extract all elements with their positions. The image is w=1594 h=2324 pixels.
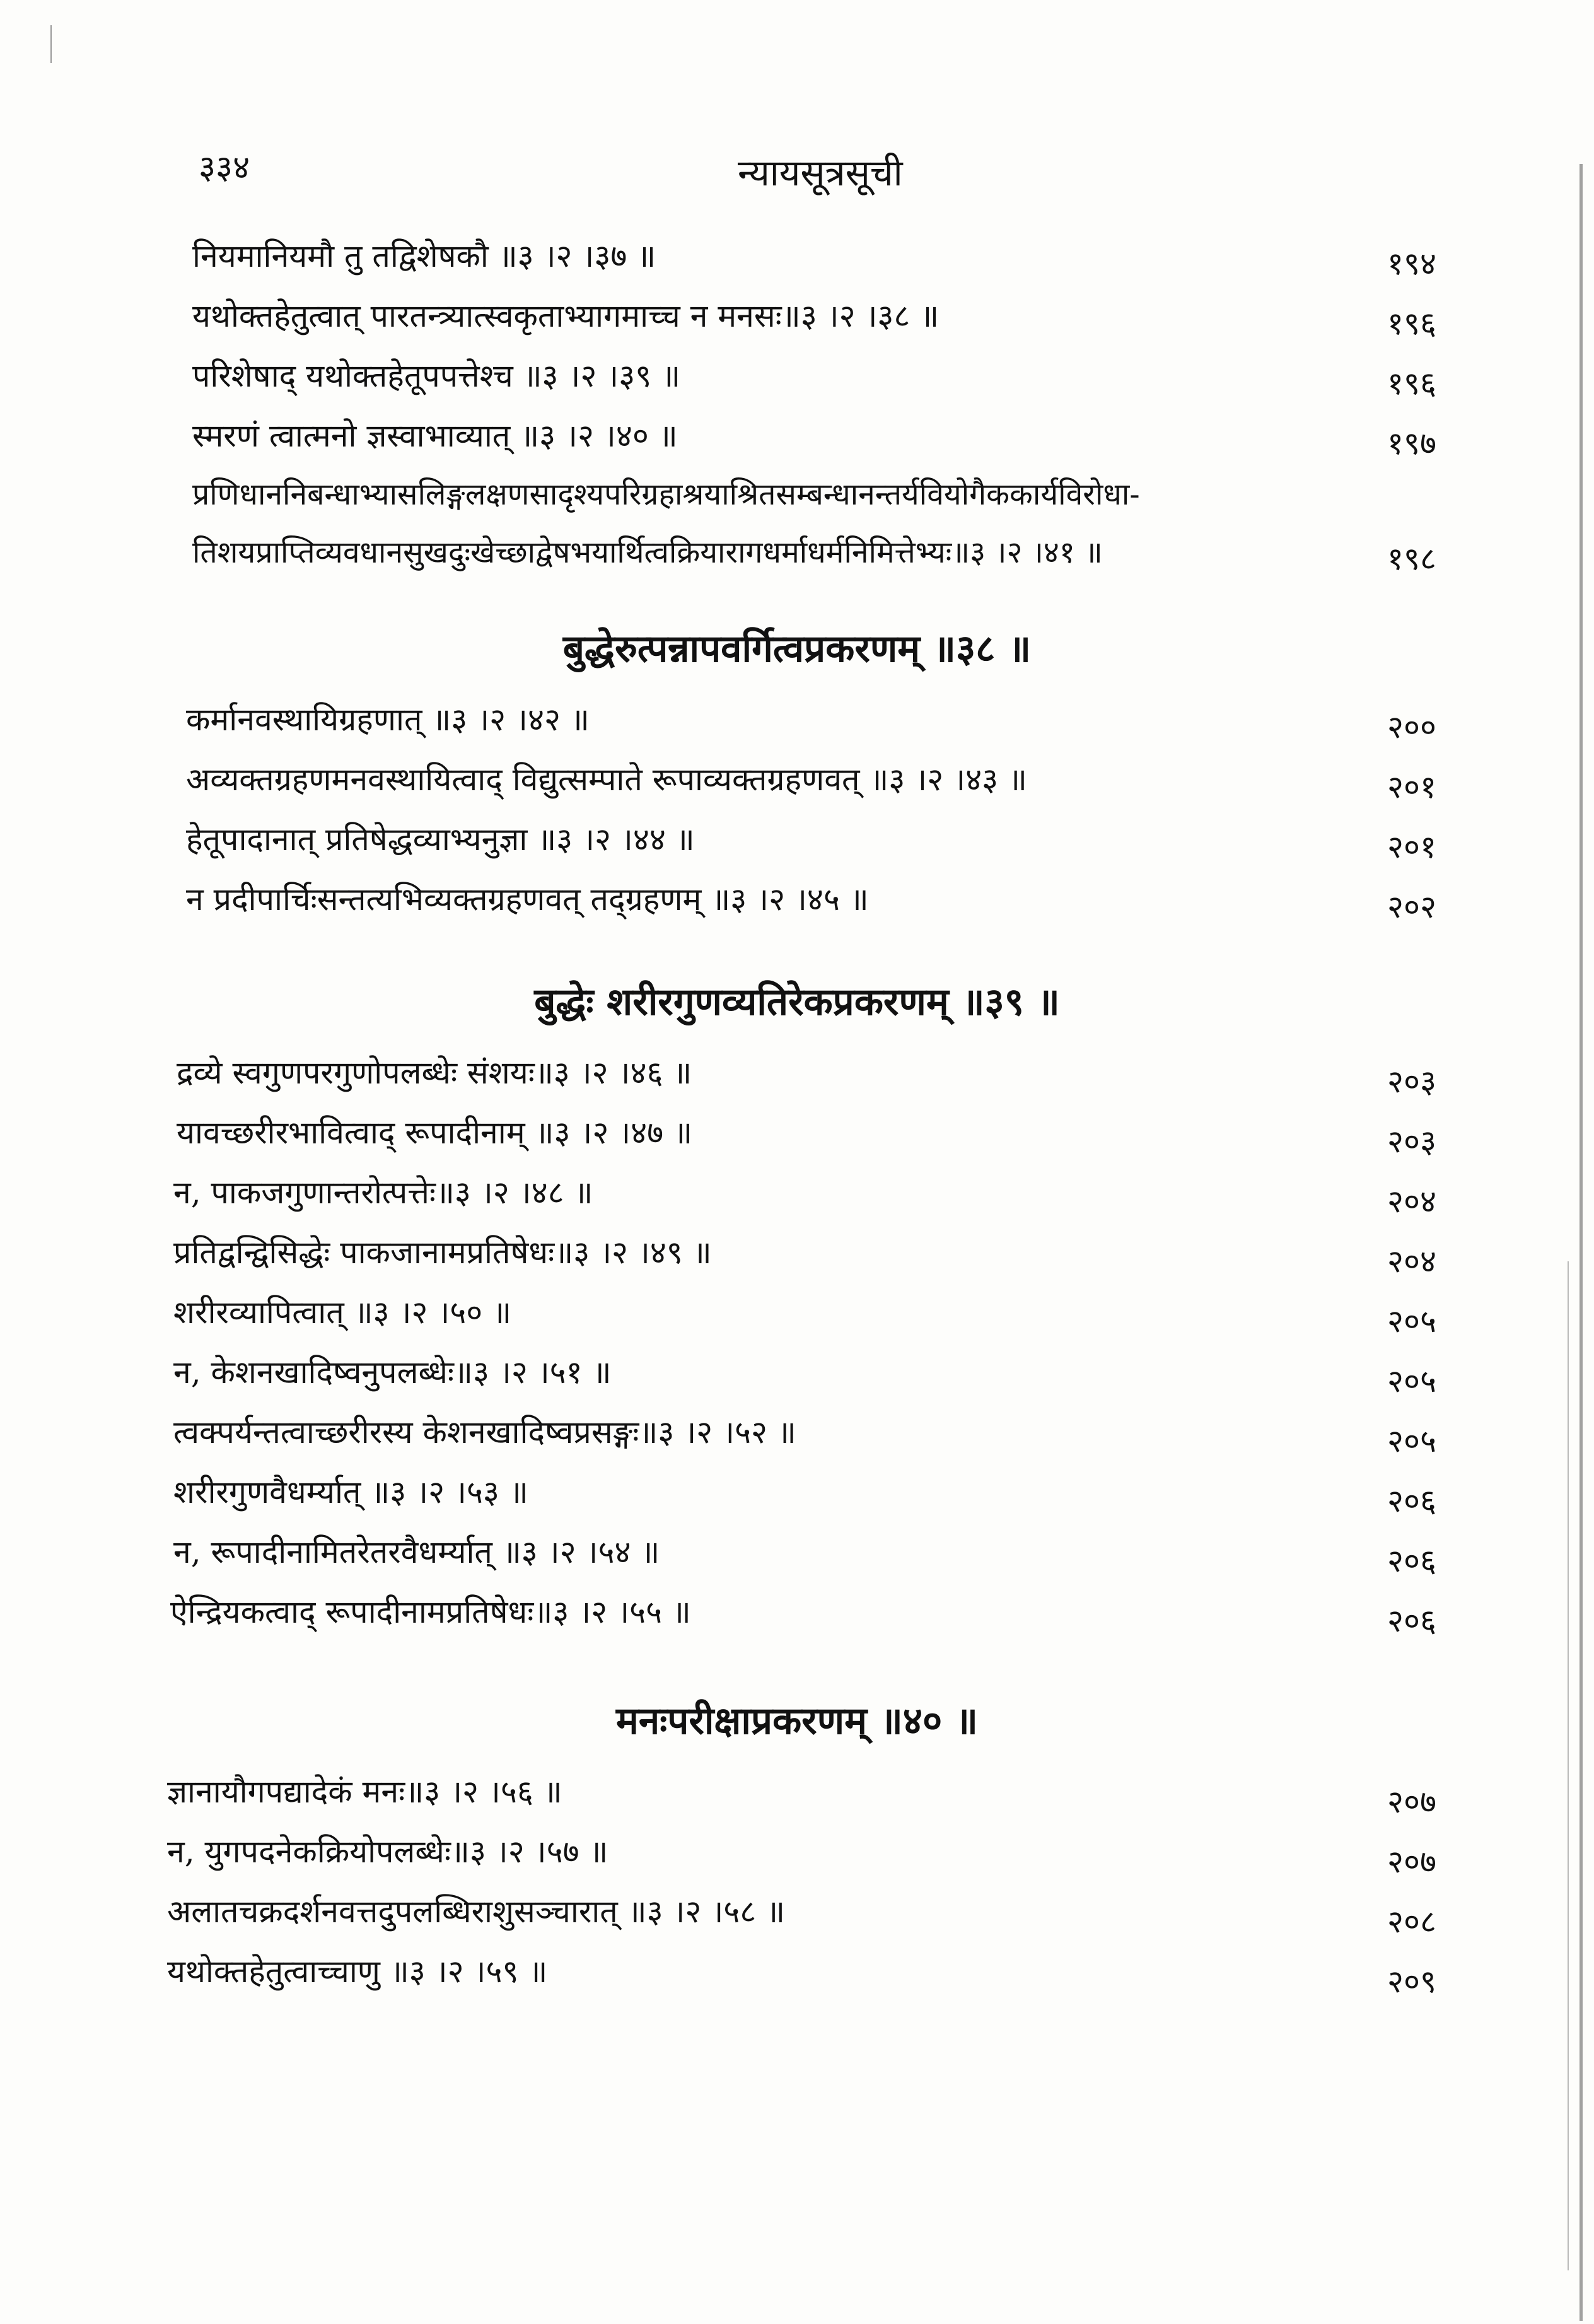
sutra-text-continued: तिशयप्राप्तिव्यवधानसुखदुःखेच्छाद्वेषभयार्थित्वक्रियारागधर्माधर्मनिमित्तेभ्यः॥३ ।२ ।४१ ॥ xyxy=(192,535,1103,570)
index-entry xyxy=(0,353,1594,404)
page-ref: १९४ xyxy=(1387,245,1436,282)
index-entry xyxy=(0,1949,1594,1999)
page-ref: २०१ xyxy=(1387,769,1436,805)
sutra-text: न, युगपदनेकक्रियोपलब्धेः॥३ ।२ ।५७ ॥ xyxy=(167,1833,608,1870)
index-entry xyxy=(0,1529,1594,1580)
page-ref: २०३ xyxy=(1387,1063,1436,1100)
section-heading: बुद्धेः शरीरगुणव्यतिरेकप्रकरणम् ॥३९ ॥ xyxy=(534,980,1060,1024)
index-entry xyxy=(0,1829,1594,1879)
index-entry xyxy=(0,233,1594,284)
index-entry xyxy=(0,413,1594,464)
sutra-text: शरीरव्यापित्वात् ॥३ ।२ ।५० ॥ xyxy=(173,1294,512,1331)
page-ref: २०४ xyxy=(1387,1243,1436,1280)
page-ref: १९६ xyxy=(1387,305,1436,342)
page-ref: २०२ xyxy=(1387,889,1436,925)
page-ref: २०७ xyxy=(1387,1784,1436,1820)
sutra-text: ज्ञानायौगपद्यादेकं मनः॥३ ।२ ।५६ ॥ xyxy=(167,1773,562,1810)
sutra-text: हेतूपादानात् प्रतिषेद्धव्याभ्यनुज्ञा ॥३ ।२ ।४४ ॥ xyxy=(186,821,695,858)
sutra-text: यथोक्तहेतुत्वात् पारतन्त्र्यात्स्वकृताभ्यागमाच्च न मनसः॥३ ।२ ।३८ ॥ xyxy=(192,298,940,334)
sutra-text: स्मरणं त्वात्मनो ज्ञस्वाभाव्यात् ॥३ ।२ ।४० ॥ xyxy=(192,418,678,454)
sutra-text: न प्रदीपार्चिःसन्तत्यभिव्यक्तग्रहणवत् तद्ग्रहणम् ॥३ ।२ ।४५ ॥ xyxy=(186,881,869,918)
sutra-text: नियमानियमौ तु तद्विशेषकौ ॥३ ।२ ।३७ ॥ xyxy=(192,238,656,274)
page-ref: २०० xyxy=(1387,709,1436,745)
sutra-text: द्रव्ये स्वगुणपरगुणोपलब्धेः संशयः॥३ ।२ ।४६ ॥ xyxy=(177,1054,692,1091)
index-entry xyxy=(0,1230,1594,1280)
index-entry xyxy=(0,1290,1594,1340)
index-entry xyxy=(0,1769,1594,1819)
sutra-text: परिशेषाद् यथोक्तहेतूपपत्तेश्च ॥३ ।२ ।३९ ॥ xyxy=(192,358,681,394)
page-ref: २०८ xyxy=(1387,1903,1436,1940)
sutra-text: न, पाकजगुणान्तरोत्पत्तेः॥३ ।२ ।४८ ॥ xyxy=(173,1174,593,1211)
sutra-text: शरीरगुणवैधर्म्यात् ॥३ ।२ ।५३ ॥ xyxy=(173,1474,528,1510)
page-ref: २०३ xyxy=(1387,1123,1436,1160)
sutra-text: अव्यक्तग्रहणमनवस्थायित्वाद् विद्युत्सम्पाते रूपाव्यक्तग्रहणवत् ॥३ ।२ ।४३ ॥ xyxy=(186,761,1027,798)
margin-mark xyxy=(50,25,52,63)
sutra-text: ऐन्द्रियकत्वाद् रूपादीनामप्रतिषेधः॥३ ।२ ।५५ ॥ xyxy=(170,1594,691,1630)
sutra-text: न, केशनखादिष्वनुपलब्धेः॥३ ।२ ।५१ ॥ xyxy=(173,1354,612,1391)
page-ref: २०६ xyxy=(1387,1483,1436,1519)
page-ref: २०६ xyxy=(1387,1543,1436,1579)
index-entry xyxy=(0,1110,1594,1160)
page-ref: २०५ xyxy=(1387,1363,1436,1399)
index-entry xyxy=(0,1350,1594,1400)
sutra-text: यावच्छरीरभावित्वाद् रूपादीनाम् ॥३ ।२ ।४७ ॥ xyxy=(177,1114,693,1151)
sutra-text: न, रूपादीनामितरेतरवैधर्म्यात् ॥३ ।२ ।५४ ॥ xyxy=(173,1534,660,1570)
index-entry xyxy=(0,1170,1594,1220)
page-ref: २०९ xyxy=(1387,1963,1436,2000)
index-entry xyxy=(0,1469,1594,1520)
sutra-text: त्वक्पर्यन्तत्वाच्छरीरस्य केशनखादिष्वप्रसङ्गः॥३ ।२ ।५२ ॥ xyxy=(173,1414,796,1451)
sutra-text: प्रतिद्वन्द्विसिद्धेः पाकजानामप्रतिषेधः॥३ ।२ ।४९ ॥ xyxy=(173,1234,712,1271)
page-ref: २०४ xyxy=(1387,1183,1436,1220)
sutra-text: कर्मानवस्थायिग्रहणात् ॥३ ।२ ।४२ ॥ xyxy=(186,701,590,738)
index-entry xyxy=(0,1589,1594,1640)
page-ref: २०५ xyxy=(1387,1423,1436,1459)
running-title: न्यायसूत्रसूची xyxy=(738,151,903,194)
page-ref: २०५ xyxy=(1387,1303,1436,1340)
index-entry xyxy=(0,1410,1594,1460)
sutra-text: अलातचक्रदर्शनवत्तदुपलब्धिराशुसञ्चारात् ॥३ ।२ ।५८ ॥ xyxy=(167,1893,786,1930)
section-heading: मनःपरीक्षाप्रकरणम् ॥४० ॥ xyxy=(615,1699,979,1743)
index-entry xyxy=(0,877,1594,927)
page-ref: १९६ xyxy=(1387,365,1436,402)
page-ref: १९८ xyxy=(1387,540,1436,577)
page-ref: २०७ xyxy=(1387,1843,1436,1880)
index-entry xyxy=(0,817,1594,867)
page-ref: २०१ xyxy=(1387,829,1436,865)
index-entry xyxy=(0,473,1594,580)
sutra-text: प्रणिधाननिबन्धाभ्यासलिङ्गलक्षणसादृश्यपरिग्रहाश्रयाश्रितसम्बन्धानन्तर्यवियोगैककार्यविरोधा- xyxy=(192,477,1140,512)
index-entry xyxy=(0,697,1594,747)
index-entry xyxy=(0,757,1594,807)
section-heading: बुद्धेरुत्पन्नापवर्गित्वप्रकरणम् ॥३८ ॥ xyxy=(562,627,1032,671)
sutra-text: यथोक्तहेतुत्वाच्चाणु ॥३ ।२ ।५९ ॥ xyxy=(167,1953,548,1990)
index-entry xyxy=(0,1889,1594,1939)
page-number: ३३४ xyxy=(199,149,250,187)
index-entry xyxy=(0,1050,1594,1101)
page-ref: १९७ xyxy=(1387,425,1436,462)
page-ref: २०६ xyxy=(1387,1603,1436,1639)
index-entry xyxy=(0,293,1594,344)
